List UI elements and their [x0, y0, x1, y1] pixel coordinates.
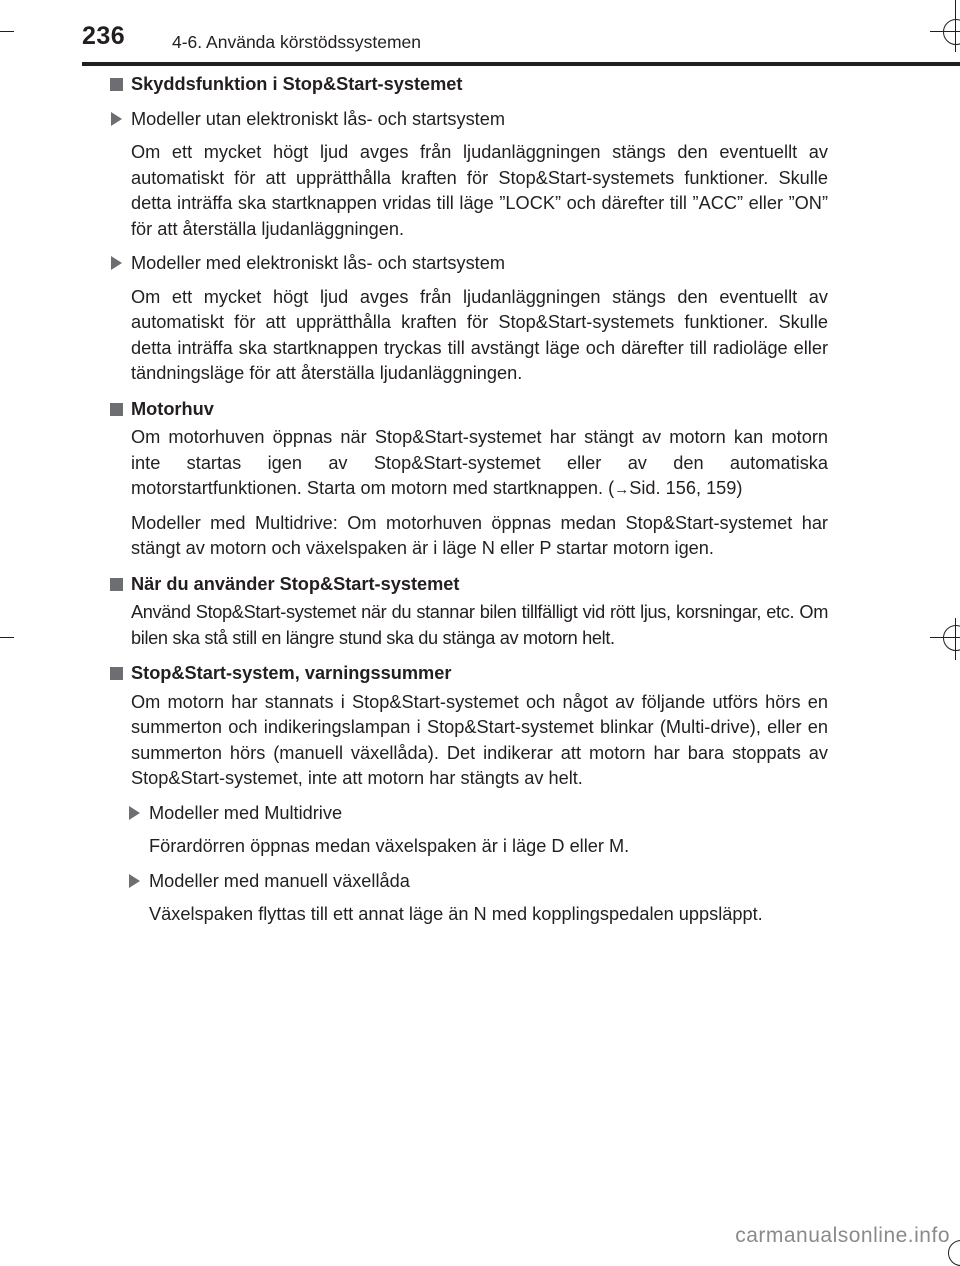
header-rule — [82, 62, 960, 66]
paragraph: Förardörren öppnas medan växelspaken är i läge D eller M. — [149, 836, 630, 856]
sub-heading: Modeller med Multidrive — [128, 801, 828, 827]
nested-list — [110, 801, 828, 928]
paragraph: Växelspaken flyttas till ett annat läge än N med kopplingspedalen uppsläppt. — [149, 904, 763, 924]
paragraph: Om ett mycket högt ljud avges från ljudanläggningen stängs den eventuellt av automatiskt för att upprätthålla kraften för Stop&Start-systemets funktioner. Skulle detta inträffa ska startknappen tryckas till avstängt läge och därefter till radioläge eller tändningsläge för att återställa ljudanläggningen. — [131, 286, 828, 383]
triangle-bullet-icon — [129, 874, 140, 888]
paragraph: Om motorn har stannats i Stop&Start-systemet och något av följande utförs hörs en summerton och indikeringslampan i Stop&Start-systemet blinkar (Multi-drive), eller en summerton hörs (manuell växellåda). Det indikerar att motorn har bara stoppats av Stop&Start-systemet, inte att motorn har stängts av helt. — [131, 691, 828, 788]
triangle-bullet-icon — [111, 256, 122, 270]
page-number: 236 — [82, 22, 126, 50]
triangle-bullet-icon — [129, 806, 140, 820]
section-heading: Skyddsfunktion i Stop&Start-systemet — [110, 72, 828, 98]
triangle-bullet-icon — [111, 112, 122, 126]
section-heading: Stop&Start-system, varningssummer — [110, 661, 828, 687]
page-reference-link[interactable]: Sid. 156, 159 — [629, 478, 737, 498]
square-bullet-icon — [110, 667, 123, 680]
arrow-right-icon: → — [614, 481, 630, 498]
sub-heading: Modeller med elektroniskt lås- och startsystem — [110, 251, 828, 277]
paragraph: Om ett mycket högt ljud avges från ljudanläggningen stängs den eventuellt av automatiskt för att upprätthålla kraften för Stop&Start-systemets funktioner. Skulle detta inträffa ska startknappen vridas till läge ”LOCK” och därefter till ”ACC” eller ”ON” för att återställa ljudanläggningen. — [131, 142, 828, 239]
section-heading: Motorhuv — [110, 397, 828, 423]
paragraph: Modeller med Multidrive: Om motorhuven öppnas medan Stop&Start-systemet har stängt av motorn och växelspaken är i läge N eller P startar motorn igen. — [131, 512, 828, 558]
paragraph: Om motorhuven öppnas när Stop&Start-systemet har stängt av motorn kan motorn inte startas igen av Stop&Start-systemet eller av den automatiska motorstartfunktionen. Starta om motorn med startknappen. (→Sid. 156, 159) — [131, 427, 828, 498]
sub-heading: Modeller utan elektroniskt lås- och startsystem — [110, 107, 828, 133]
page-body — [110, 72, 828, 928]
square-bullet-icon — [110, 78, 123, 91]
section-heading: När du använder Stop&Start-systemet — [110, 572, 828, 598]
chapter-title: 4-6. Använda körstödssystemen — [172, 32, 422, 52]
square-bullet-icon — [110, 403, 123, 416]
paragraph: Använd Stop&Start-systemet när du stannar bilen tillfälligt vid rött ljus, korsningar, etc. Om bilen ska stå still en längre stund ska du stänga av motorn helt. — [131, 602, 828, 648]
watermark: carmanualsonline.info — [735, 1224, 950, 1247]
sub-heading: Modeller med manuell växellåda — [128, 869, 828, 895]
square-bullet-icon — [110, 578, 123, 591]
